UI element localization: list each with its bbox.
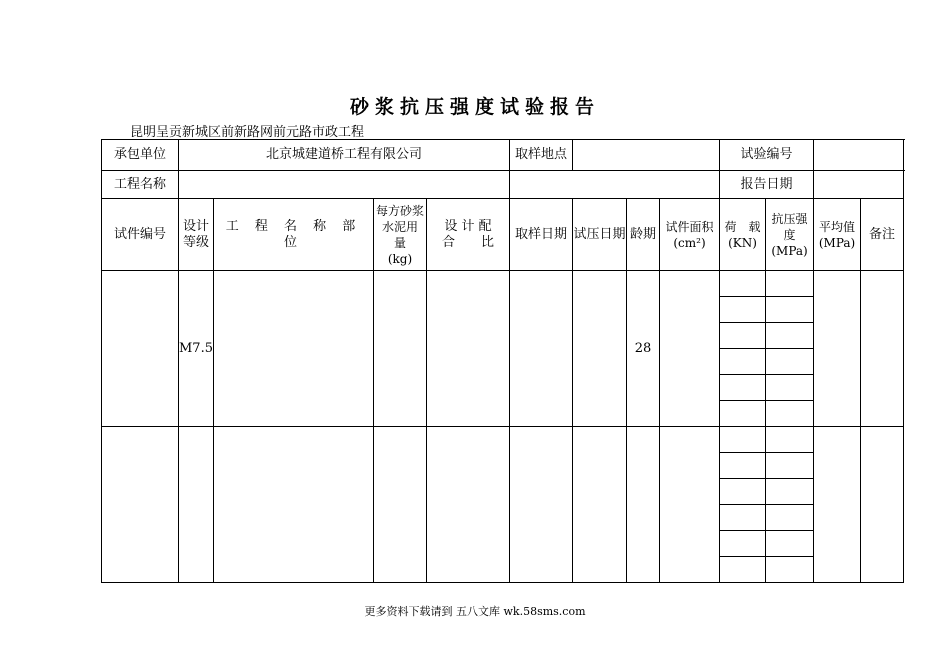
load-cell xyxy=(720,531,766,557)
header-area: 试件面积 (cm²) xyxy=(660,199,720,271)
header-average: 平均值 (MPa) xyxy=(814,199,861,271)
load-cell xyxy=(720,505,766,531)
load-cell xyxy=(720,401,766,427)
test-date-cell xyxy=(573,427,627,583)
strength-cell xyxy=(766,453,814,479)
header-strength: 抗压强 度 (MPa) xyxy=(766,199,814,271)
contractor-value: 北京城建道桥工程有限公司 xyxy=(179,140,510,171)
sampling-location-label: 取样地点 xyxy=(510,140,573,171)
load-cell xyxy=(720,557,766,583)
report-table xyxy=(101,139,904,583)
strength-cell xyxy=(766,323,814,349)
mix-ratio-cell xyxy=(427,427,510,583)
report-date-value xyxy=(814,171,904,199)
footer-text: 更多资料下载请到 五八文库 wk.58sms.com xyxy=(364,605,586,618)
strength-cell xyxy=(766,479,814,505)
header-sampling-date: 取样日期 xyxy=(510,199,573,271)
area-cell xyxy=(660,271,720,427)
age-cell: 28 xyxy=(627,271,660,427)
header-load: 荷 载 (KN) xyxy=(720,199,766,271)
header-remarks: 备注 xyxy=(861,199,904,271)
report-date-label: 报告日期 xyxy=(720,171,814,199)
area-cell xyxy=(660,427,720,583)
remarks-cell xyxy=(861,427,904,583)
specimen-no-cell xyxy=(102,271,179,427)
strength-cell xyxy=(766,531,814,557)
header-age: 龄期 xyxy=(627,199,660,271)
test-date-cell xyxy=(573,271,627,427)
strength-cell xyxy=(766,427,814,453)
sampling-date-cell xyxy=(510,271,573,427)
strength-cell xyxy=(766,271,814,297)
header-test-date: 试压日期 xyxy=(573,199,627,271)
part-name-cell xyxy=(214,271,374,427)
cement-cell xyxy=(374,427,427,583)
strength-cell xyxy=(766,401,814,427)
load-cell xyxy=(720,323,766,349)
strength-cell xyxy=(766,375,814,401)
table-row xyxy=(102,427,904,453)
load-cell xyxy=(720,453,766,479)
sampling-date-cell xyxy=(510,427,573,583)
project-name-value xyxy=(179,171,510,199)
load-cell xyxy=(720,271,766,297)
design-grade-cell: M7.5 xyxy=(179,271,214,427)
sampling-location-value xyxy=(573,140,720,171)
project-name-label: 工程名称 xyxy=(102,171,179,199)
contractor-label: 承包单位 xyxy=(102,140,179,171)
column-header-row xyxy=(102,199,904,271)
header-cement: 每方砂浆 水泥用 量 (kg) xyxy=(374,199,427,271)
project-name-extra xyxy=(510,171,720,199)
part-name-cell xyxy=(214,427,374,583)
load-cell xyxy=(720,427,766,453)
strength-cell xyxy=(766,297,814,323)
load-cell xyxy=(720,479,766,505)
age-cell xyxy=(627,427,660,583)
specimen-no-cell xyxy=(102,427,179,583)
test-number-label: 试验编号 xyxy=(720,140,814,171)
header-mix-ratio: 设 计 配 合 比 xyxy=(427,199,510,271)
strength-cell xyxy=(766,557,814,583)
load-cell xyxy=(720,375,766,401)
load-cell xyxy=(720,349,766,375)
average-cell xyxy=(814,271,861,427)
strength-cell xyxy=(766,505,814,531)
strength-cell xyxy=(766,349,814,375)
load-cell xyxy=(720,297,766,323)
mix-ratio-cell xyxy=(427,271,510,427)
average-cell xyxy=(814,427,861,583)
test-number-value xyxy=(814,140,904,171)
report-title: 砂浆抗压强度试验报告 xyxy=(349,96,600,118)
header-design-grade: 设计 等级 xyxy=(179,199,214,271)
project-name: 昆明呈贡新城区前新路网前元路市政工程 xyxy=(130,125,365,140)
table-row xyxy=(102,271,904,297)
header-specimen-no: 试件编号 xyxy=(102,199,179,271)
cement-cell xyxy=(374,271,427,427)
header-part-name: 工 程 名 称 部 位 xyxy=(214,199,374,271)
remarks-cell xyxy=(861,271,904,427)
design-grade-cell xyxy=(179,427,214,583)
